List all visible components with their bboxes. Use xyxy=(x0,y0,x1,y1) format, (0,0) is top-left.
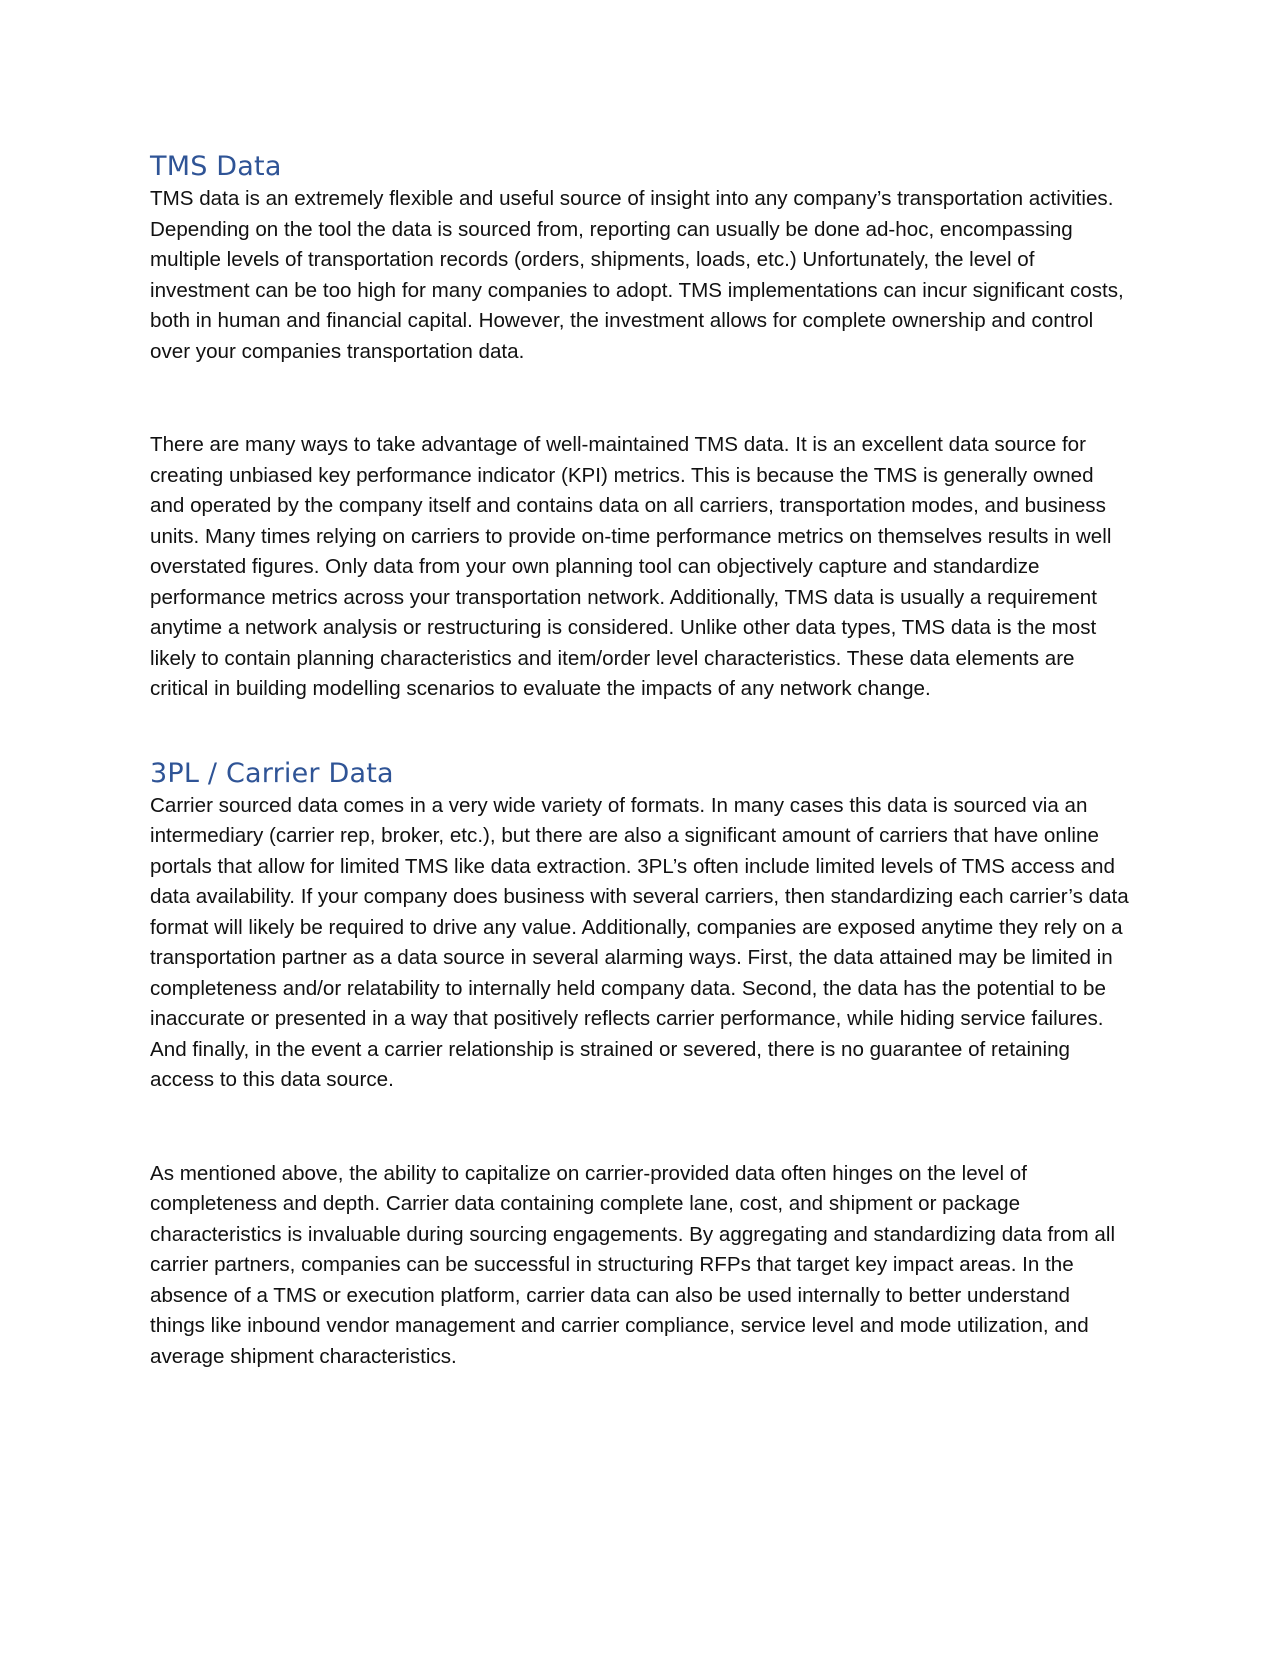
paragraph: TMS data is an extremely flexible and useful source of insight into any company’s transportation activities. Depending on the tool the data is sourced from, reporting can usually be done ad-hoc, encompassing multiple levels of transportation records (orders, shipments, loads, etc.) Unfortunately, the level of investment can be too high for many companies to adopt. TMS implementations can incur significant costs, both in human and financial capital. However, the investment allows for complete ownership and control over your companies transportation data. xyxy=(150,187,1124,363)
paragraph: Carrier sourced data comes in a very wide variety of formats. In many cases this data is sourced via an intermediary (carrier rep, broker, etc.), but there are also a significant amount of carriers that have online portals that allow for limited TMS like data extraction. 3PL’s often include limited levels of TMS access and data availability. If your company does business with several carriers, then standardizing each carrier’s data format will likely be required to drive any value. Additionally, companies are exposed anytime they rely on a transportation partner as a data source in several alarming ways. First, the data attained may be limited in completeness and/or relatability to internally held company data. Second, the data has the potential to be inaccurate or presented in a way that positively reflects carrier performance, while hiding service failures. And finally, in the event a carrier relationship is strained or severed, there is no guarantee of retaining access to this data source. xyxy=(150,793,1129,1091)
section-3pl-carrier-data xyxy=(150,757,1130,1373)
section-heading: TMS Data xyxy=(150,151,282,182)
paragraph: There are many ways to take advantage of well-maintained TMS data. It is an excellent data source for creating unbiased key performance indicator (KPI) metrics. This is because the TMS is generally owned and operated by the company itself and contains data on all carriers, transportation modes, and business units. Many times relying on carriers to provide on-time performance metrics on themselves results in well overstated figures. Only data from your own planning tool can objectively capture and standardize performance metrics across your transportation network. Additionally, TMS data is usually a requirement anytime a network analysis or restructuring is considered. Unlike other data types, TMS data is the most likely to contain planning characteristics and item/order level characteristics. These data elements are critical in building modelling scenarios to evaluate the impacts of any network change. xyxy=(150,433,1112,700)
paragraph-spacer xyxy=(150,1096,1130,1159)
paragraph-spacer xyxy=(150,367,1130,430)
section-heading: 3PL / Carrier Data xyxy=(150,757,394,789)
paragraph: As mentioned above, the ability to capitalize on carrier-provided data often hinges on the level of completeness and depth. Carrier data containing complete lane, cost, and shipment or package characteristics is invaluable during sourcing engagements. By aggregating and standardizing data from all carrier partners, companies can be successful in structuring RFPs that target key impact areas. In the absence of a TMS or execution platform, carrier data can also be used internally to better understand things like inbound vendor management and carrier compliance, service level and mode utilization, and average shipment characteristics. xyxy=(150,1161,1116,1368)
document-body xyxy=(150,150,1130,1372)
section-spacer xyxy=(150,705,1130,757)
section-tms-data xyxy=(150,150,1130,705)
